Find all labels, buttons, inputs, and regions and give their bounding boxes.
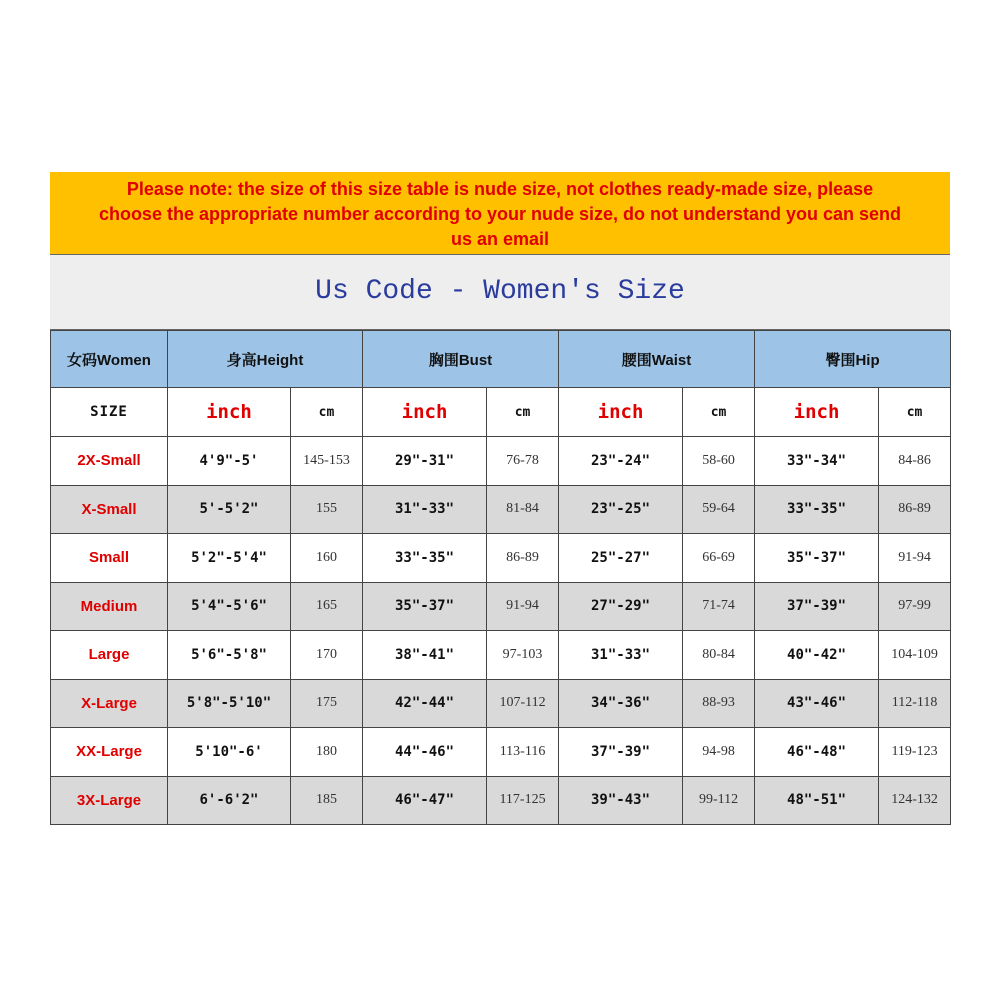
size-cell: X-Large (51, 679, 168, 728)
bust-cm-cell: 76-78 (487, 437, 559, 486)
height-inch-cell: 6'-6'2" (168, 776, 291, 825)
unit-height-inch: inch (168, 388, 291, 437)
unit-bust-inch: inch (363, 388, 487, 437)
table-row (51, 437, 951, 486)
height-cm-cell: 175 (291, 679, 363, 728)
bust-inch-cell: 42"-44" (363, 679, 487, 728)
hip-cm-cell: 86-89 (879, 485, 951, 534)
hip-inch-cell: 33"-34" (755, 437, 879, 486)
height-inch-cell: 5'-5'2" (168, 485, 291, 534)
hip-cm-cell: 104-109 (879, 631, 951, 680)
waist-inch-cell: 31"-33" (559, 631, 683, 680)
hip-cm-cell: 91-94 (879, 534, 951, 583)
notice-line-2: choose the appropriate number according to your nude size, do not understand you can send (98, 204, 902, 224)
waist-cm-cell: 99-112 (683, 776, 755, 825)
bust-cm-cell: 97-103 (487, 631, 559, 680)
unit-height-cm: cm (291, 388, 363, 437)
table-row (51, 485, 951, 534)
bust-inch-cell: 38"-41" (363, 631, 487, 680)
size-cell: Small (51, 534, 168, 583)
unit-hip-inch: inch (755, 388, 879, 437)
bust-cm-cell: 91-94 (487, 582, 559, 631)
height-cm-cell: 170 (291, 631, 363, 680)
table-row (51, 679, 951, 728)
notice-line-3: us an email (450, 229, 550, 249)
bust-inch-cell: 29"-31" (363, 437, 487, 486)
header-women: 女码Women (51, 331, 168, 388)
bust-cm-cell: 117-125 (487, 776, 559, 825)
hip-inch-cell: 46"-48" (755, 728, 879, 777)
table-row (51, 582, 951, 631)
hip-inch-cell: 33"-35" (755, 485, 879, 534)
header-hip: 臀围Hip (755, 331, 951, 388)
height-inch-cell: 5'10"-6' (168, 728, 291, 777)
units-row (51, 388, 951, 437)
header-bust: 胸围Bust (363, 331, 559, 388)
table-row (51, 728, 951, 777)
hip-cm-cell: 84-86 (879, 437, 951, 486)
waist-inch-cell: 25"-27" (559, 534, 683, 583)
hip-inch-cell: 35"-37" (755, 534, 879, 583)
unit-size: SIZE (51, 388, 168, 437)
header-waist: 腰围Waist (559, 331, 755, 388)
height-cm-cell: 185 (291, 776, 363, 825)
waist-inch-cell: 39"-43" (559, 776, 683, 825)
table-row (51, 534, 951, 583)
hip-cm-cell: 112-118 (879, 679, 951, 728)
hip-inch-cell: 48"-51" (755, 776, 879, 825)
waist-cm-cell: 94-98 (683, 728, 755, 777)
waist-inch-cell: 27"-29" (559, 582, 683, 631)
height-inch-cell: 4'9"-5' (168, 437, 291, 486)
bust-inch-cell: 46"-47" (363, 776, 487, 825)
hip-cm-cell: 97-99 (879, 582, 951, 631)
hip-cm-cell: 119-123 (879, 728, 951, 777)
height-inch-cell: 5'2"-5'4" (168, 534, 291, 583)
bust-inch-cell: 44"-46" (363, 728, 487, 777)
waist-inch-cell: 34"-36" (559, 679, 683, 728)
hip-cm-cell: 124-132 (879, 776, 951, 825)
height-inch-cell: 5'6"-5'8" (168, 631, 291, 680)
hip-inch-cell: 43"-46" (755, 679, 879, 728)
size-chart (50, 172, 950, 825)
height-cm-cell: 180 (291, 728, 363, 777)
waist-inch-cell: 23"-24" (559, 437, 683, 486)
waist-cm-cell: 80-84 (683, 631, 755, 680)
waist-cm-cell: 58-60 (683, 437, 755, 486)
bust-cm-cell: 81-84 (487, 485, 559, 534)
bust-cm-cell: 86-89 (487, 534, 559, 583)
height-inch-cell: 5'8"-5'10" (168, 679, 291, 728)
height-inch-cell: 5'4"-5'6" (168, 582, 291, 631)
bust-cm-cell: 113-116 (487, 728, 559, 777)
bust-inch-cell: 31"-33" (363, 485, 487, 534)
unit-hip-cm: cm (879, 388, 951, 437)
bust-inch-cell: 35"-37" (363, 582, 487, 631)
notice-banner (50, 172, 950, 255)
size-cell: 2X-Small (51, 437, 168, 486)
size-cell: Medium (51, 582, 168, 631)
waist-cm-cell: 66-69 (683, 534, 755, 583)
size-cell: Large (51, 631, 168, 680)
table-row (51, 631, 951, 680)
height-cm-cell: 155 (291, 485, 363, 534)
table-row (51, 776, 951, 825)
unit-waist-cm: cm (683, 388, 755, 437)
header-height: 身高Height (168, 331, 363, 388)
unit-waist-inch: inch (559, 388, 683, 437)
unit-bust-cm: cm (487, 388, 559, 437)
waist-inch-cell: 23"-25" (559, 485, 683, 534)
size-cell: X-Small (51, 485, 168, 534)
waist-cm-cell: 88-93 (683, 679, 755, 728)
height-cm-cell: 160 (291, 534, 363, 583)
bust-inch-cell: 33"-35" (363, 534, 487, 583)
hip-inch-cell: 40"-42" (755, 631, 879, 680)
waist-cm-cell: 59-64 (683, 485, 755, 534)
waist-cm-cell: 71-74 (683, 582, 755, 631)
height-cm-cell: 165 (291, 582, 363, 631)
bust-cm-cell: 107-112 (487, 679, 559, 728)
notice-line-1: Please note: the size of this size table is nude size, not clothes ready-made size, please (126, 179, 874, 199)
chart-title: Us Code - Women's Size (50, 255, 950, 330)
size-cell: 3X-Large (51, 776, 168, 825)
header-row (51, 331, 951, 388)
size-table (50, 330, 951, 825)
waist-inch-cell: 37"-39" (559, 728, 683, 777)
size-cell: XX-Large (51, 728, 168, 777)
height-cm-cell: 145-153 (291, 437, 363, 486)
hip-inch-cell: 37"-39" (755, 582, 879, 631)
